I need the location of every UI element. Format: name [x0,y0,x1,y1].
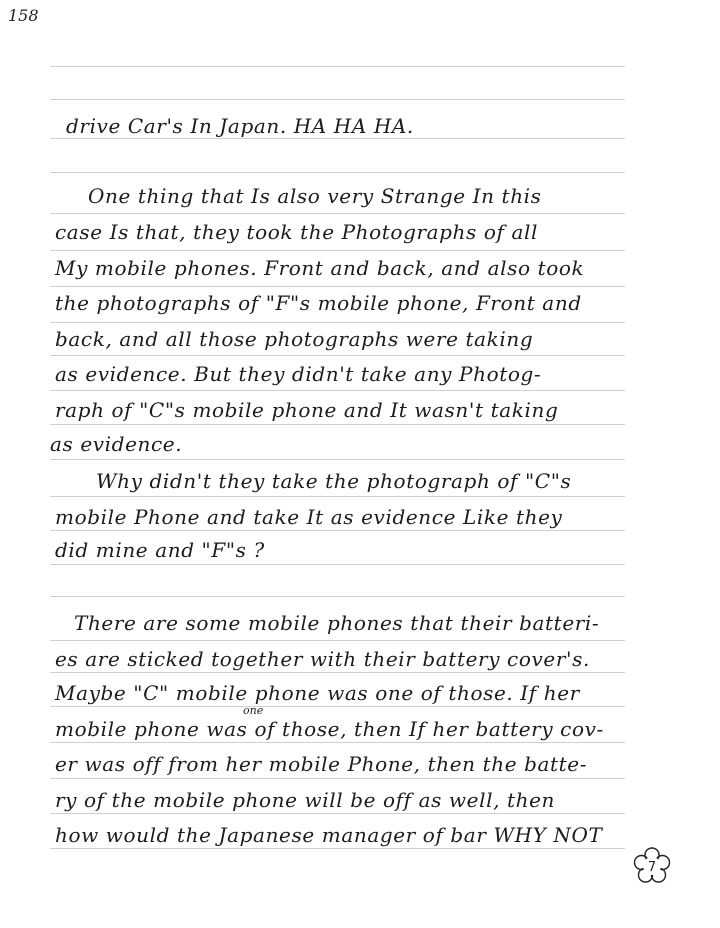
ruled-line [50,848,625,849]
text-line: as evidence. [50,432,183,456]
ruled-line [50,424,625,425]
stamp-digit: 7 [647,860,657,875]
ruled-line [50,99,625,100]
text-line: ry of the mobile phone will be off as well, then [55,788,556,812]
ruled-line [50,496,625,497]
ruled-line [50,813,625,814]
ruled-line [50,390,625,391]
text-line: the photographs of "F"s mobile phone, Front and [55,291,582,315]
text-line: mobile phone was of those, then If her battery cov- [55,717,604,741]
text-line: Why didn't they take the photograph of "C"s [96,469,572,493]
text-line: Maybe "C" mobile phone was one of those. If her [55,681,580,705]
ruled-line [50,355,625,356]
flower-stamp-icon [632,846,672,886]
text-line: My mobile phones. Front and back, and also took [55,256,585,280]
ruled-line [50,564,625,565]
ruled-line [50,640,625,641]
text-line: case Is that, they took the Photographs of all [55,220,538,244]
text-line: One thing that Is also very Strange In this [88,184,542,208]
text-line: raph of "C"s mobile phone and It wasn't taking [55,398,559,422]
ruled-line [50,138,625,139]
ruled-line [50,172,625,173]
text-line: did mine and "F"s ? [55,538,265,562]
ruled-line [50,250,625,251]
text-line: back, and all those photographs were taking [55,327,534,351]
ruled-line [50,286,625,287]
ruled-line [50,66,625,67]
ruled-line [50,596,625,597]
ruled-line [50,322,625,323]
text-line: es are sticked together with their battery cover's. [55,647,590,671]
text-line: There are some mobile phones that their batteri- [74,611,600,635]
ruled-line [50,459,625,460]
ruled-line [50,742,625,743]
inserted-word: one [243,704,264,717]
text-line: mobile Phone and take It as evidence Like they [55,505,563,529]
text-line: drive Car's In Japan. HA HA HA. [66,114,414,138]
ruled-line [50,778,625,779]
ruled-line [50,706,625,707]
ruled-line [50,213,625,214]
ruled-line [50,530,625,531]
page-number: 158 [8,6,39,25]
text-line: as evidence. But they didn't take any Photog- [55,362,542,386]
text-line: er was off from her mobile Phone, then the batte- [55,752,588,776]
text-line: how would the Japanese manager of bar WHY NOT [55,823,603,847]
ruled-line [50,672,625,673]
